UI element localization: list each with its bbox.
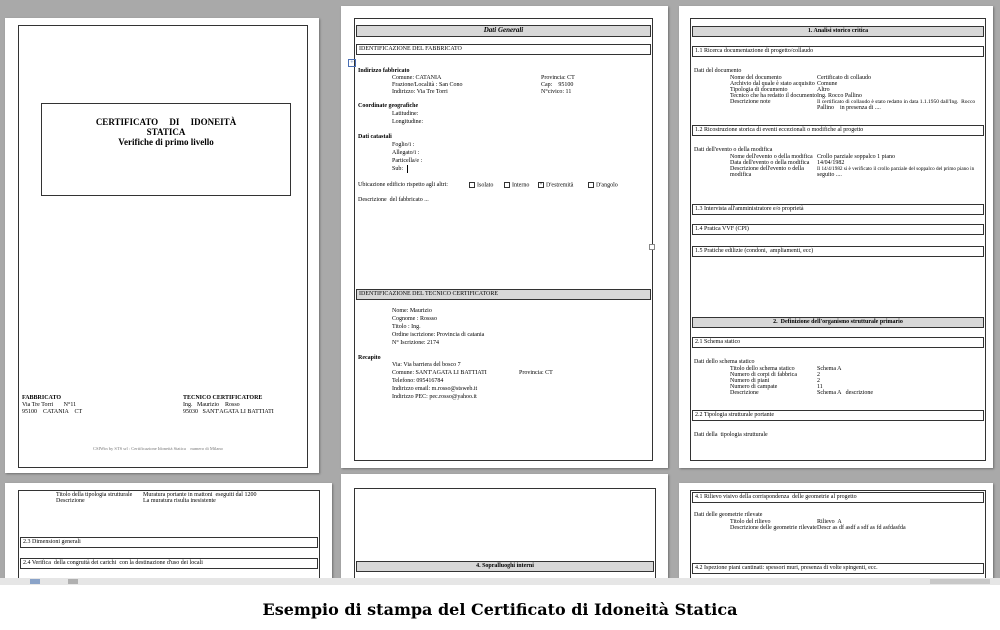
titolo-tipologia-value: Muratura portante in mattoni eseguiti dal 1200 — [143, 492, 257, 498]
doc-row-key: Tecnico che ha redatto il documento — [730, 93, 818, 99]
ncivico: N°civico: 11 — [541, 89, 572, 95]
section-1-5-label: 1.5 Pratiche edilizie (condoni, ampliamenti, ecc) — [695, 248, 814, 254]
text-cursor — [407, 165, 408, 173]
titolo: Titolo : Ing. — [392, 324, 421, 330]
fabbricato-address: Via Tre Torri N°11 — [22, 402, 77, 408]
cover-title-line1: CERTIFICATO DI IDONEITÀ — [95, 117, 237, 127]
fabbricato-city: 95100 CATANIA CT — [22, 409, 83, 415]
ubicazione-label: Ubicazione edificio rispetto agli altri: — [358, 182, 448, 188]
section-2-header: 2. Definizione dell'organismo strutturale primario — [692, 317, 984, 328]
foglio: Foglio/i : — [392, 142, 415, 148]
checkbox-angolo[interactable] — [588, 182, 594, 188]
schema-row-key: Numero di corpi di fabbrica — [730, 372, 797, 378]
nome: Nome: Maurizio — [392, 308, 432, 314]
allegato: Allegato/i : — [392, 150, 420, 156]
doc-row-value: Altro — [817, 87, 830, 93]
doc-row-key: Tipologia di documento — [730, 87, 788, 93]
comune: Comune: CATANIA — [392, 75, 442, 81]
section-4-1-label: 4.1 Rilievo visivo della corrispondenza delle geometrie al progetto — [695, 494, 857, 500]
schema-row-value: 2 — [817, 372, 820, 378]
opt-interno-label: Interno — [512, 182, 530, 189]
doc-row-value: Ing. Rocco Pallino — [817, 93, 862, 99]
section-1-2-label: 1.2 Ricostruzione storica di eventi eccezionali o modifiche al progetto — [695, 127, 864, 133]
event-row-value: Il 14/4/1982 si è verificato il crollo parziale del soppalco del primo piano in — [817, 166, 975, 172]
section-2-3-label: 2.3 Dimensioni generali — [23, 539, 81, 545]
checkbox-isolato[interactable] — [469, 182, 475, 188]
section-1-3-label: 1.3 Intervista all'amministratore e/o proprietà — [695, 206, 804, 212]
schema-row-key: Numero di piani — [730, 378, 770, 384]
section-1-2 — [692, 125, 984, 136]
section-1-3 — [692, 204, 984, 215]
checkbox-estremita-checked[interactable]: × — [539, 182, 543, 187]
provincia-tecnico: Provincia: CT — [519, 370, 553, 376]
dati-geometrie-label: Dati delle geometrie rilevate — [694, 512, 763, 518]
opt-isolato[interactable] — [469, 182, 493, 189]
move-handle-icon[interactable]: + — [348, 59, 356, 67]
tecnico-city: 95030 SANT'AGATA LI BATTIATI — [183, 409, 274, 415]
schema-row-key: Titolo dello schema statico — [730, 366, 795, 372]
section-2-1-label: 2.1 Schema statico — [695, 339, 741, 345]
cognome: Cognome : Rossso — [392, 316, 438, 322]
dati-documento-label: Dati del documento — [694, 68, 742, 74]
titolo-rilievo-label: Titolo del rilievo — [730, 519, 771, 525]
page-analisi-storico — [679, 6, 993, 468]
recapito-title: Recapito — [358, 355, 381, 361]
event-row-value: Crollo parziale soppalco 1 piano — [817, 154, 895, 160]
descr-geometrie-label: Descrizione delle geometrie rilevate — [730, 525, 817, 531]
doc-row-value: Il certificato di collaudo è stato redatto in data 1.1.1950 dall'Ing. Rocco — [817, 99, 976, 105]
dati-schema-label: Dati dello schema statico — [694, 359, 755, 365]
cover-title-line2: STATICA — [146, 127, 186, 137]
page-dati-generali — [341, 6, 668, 468]
section-2-1 — [692, 337, 984, 348]
event-row-key: modifica — [730, 172, 752, 178]
ordine: Ordine iscrizione: Provincia di catania — [392, 332, 485, 338]
schema-row-value: 11 — [817, 384, 823, 390]
section-2-2 — [692, 410, 984, 421]
opt-isolato-label: Isolato — [477, 182, 494, 189]
opt-angolo-label: D'angolo — [596, 182, 618, 189]
schema-row-value: 2 — [817, 378, 820, 384]
section-1-4 — [692, 224, 984, 235]
opt-angolo[interactable] — [588, 182, 618, 189]
tecnico-label: TECNICO CERTIFICATORE — [183, 395, 263, 401]
dati-generali-header: Dati Generali — [356, 25, 651, 37]
descr-geometrie-value: Descr as df asdf a sdf as fd asfdasfda — [817, 525, 906, 531]
coordinate-title: Coordinate geografiche — [358, 103, 419, 109]
cover-footer: CSIWin by STS srl : Certificazione Idoneità Statica numero di Milano — [93, 446, 223, 451]
section-1-1-label: 1.1 Ricerca documentazione di progetto/collaudo — [695, 48, 814, 54]
section-4-1 — [692, 492, 984, 503]
zoom-control[interactable] — [930, 579, 990, 584]
descrizione-fabbricato: Descrizione del fabbricato ... — [358, 197, 429, 203]
via: Via: Via barriera del bosco 7 — [392, 362, 461, 368]
schema-row-value: Schema A — [817, 366, 842, 372]
comune-tecnico: Comune: SANT'AGATA LI BATTIATI — [392, 370, 487, 376]
tecnico-name: Ing. Maurizio Rosso — [183, 402, 240, 408]
status-bar — [0, 578, 1000, 585]
indirizzo-title: Indirizzo fabbricato — [358, 68, 410, 74]
page-5 — [341, 474, 668, 583]
section-2-4 — [20, 558, 318, 569]
section-4-header: 4. Sopralluoghi interni — [356, 561, 654, 572]
event-row-value: 14/04/1982 — [817, 160, 845, 166]
section-4-2 — [692, 563, 984, 574]
sub: Sub: — [392, 166, 404, 172]
event-row-key: Nome dell'evento o della modifica — [730, 154, 813, 160]
latitudine: Latitudine: — [392, 111, 419, 117]
cover-title-box — [41, 103, 291, 196]
opt-interno[interactable] — [504, 182, 529, 189]
catastali-title: Dati catastali — [358, 134, 392, 140]
doc-row-key: Archivio dal quale è stato acquisito — [730, 81, 815, 87]
particella: Particella/e : — [392, 158, 423, 164]
section-identificazione-fabbricato — [356, 44, 651, 55]
checkbox-interno[interactable] — [504, 182, 510, 188]
section-1-header: 1. Analisi storico critica — [692, 26, 984, 37]
provincia: Provincia: CT — [541, 75, 575, 81]
frazione: Frazione/Località : San Cono — [392, 82, 463, 88]
section-2-3 — [20, 537, 318, 548]
cap: Cap: 95100 — [541, 82, 574, 88]
figure-caption: Esempio di stampa del Certificato di Idoneità Statica — [262, 600, 738, 619]
section-1-1 — [692, 46, 984, 57]
page-cover — [5, 18, 319, 473]
pec: Indirizzo PEC: pec.rosso@yahoo.it — [392, 394, 477, 400]
titolo-tipologia-label: Titolo della tipologia strutturale — [56, 492, 133, 498]
descrizione-tipologia-value: La muratura risulta inesistente — [143, 498, 216, 504]
section-identificazione-tecnico — [356, 289, 651, 300]
event-row-key: Data dell'evento o della modifica — [730, 160, 810, 166]
resize-handle-icon[interactable] — [649, 244, 655, 250]
telefono: Telefono: 095416784 — [392, 378, 444, 384]
page-4 — [5, 483, 332, 583]
status-icon-middle[interactable] — [68, 579, 78, 584]
page-6 — [679, 483, 993, 583]
section-2-4-label: 2.4 Verifica della congruità dei carichi con la destinazione d'uso dei locali — [23, 560, 203, 566]
descrizione-tipologia-label: Descrizione — [56, 498, 85, 504]
dati-tipologia-label: Dati della tipologia strutturale — [694, 432, 768, 438]
iscrizione: N° Iscrizione: 2174 — [392, 340, 440, 346]
doc-row-value: Certificato di collaudo — [817, 75, 871, 81]
cover-title-line3: Verifiche di primo livello — [118, 137, 214, 147]
longitudine: Longitudine: — [392, 119, 423, 125]
indirizzo: Indirizzo: Via Tre Torri — [392, 89, 448, 95]
doc-row-value: Comune — [817, 81, 838, 87]
section-4-2-label: 4.2 Ispezione piani cantinati: spessori muri, presenza di volte spingenti, ecc. — [695, 565, 878, 571]
email: Indirizzo email: m.rosso@stsweb.it — [392, 386, 478, 392]
opt-estremita-label: D'estremità — [546, 182, 574, 189]
event-row-value: seguito .... — [817, 172, 842, 178]
schema-row-key: Numero di campate — [730, 384, 778, 390]
doc-row-value: Pallino in presenza di .... — [817, 105, 881, 111]
section-identificazione-tecnico-label: IDENTIFICAZIONE DEL TECNICO CERTIFICATORE — [359, 291, 499, 297]
titolo-rilievo-value: Rilievo A — [817, 519, 842, 525]
opt-estremita[interactable] — [538, 182, 573, 189]
event-row-key: Descrizione dell'evento o della — [730, 166, 804, 172]
doc-row-key: Descrizione note — [730, 99, 771, 105]
section-2-2-label: 2.2 Tipologia strutturale portante — [695, 412, 774, 418]
status-icon-left — [30, 579, 40, 584]
section-1-4-label: 1.4 Pratica VVF (CPI) — [695, 226, 749, 232]
dati-evento-label: Dati dell'evento o della modifica — [694, 147, 773, 153]
schema-row-key: Descrizione — [730, 390, 759, 396]
section-1-5 — [692, 246, 984, 257]
schema-row-value: Schema A descrizione — [817, 390, 873, 396]
section-identificazione-fabbricato-label: IDENTIFICAZIONE DEL FABBRICATO — [359, 46, 462, 52]
doc-row-key: Nome del documento — [730, 75, 782, 81]
fabbricato-label: FABBRICATO — [22, 395, 62, 401]
